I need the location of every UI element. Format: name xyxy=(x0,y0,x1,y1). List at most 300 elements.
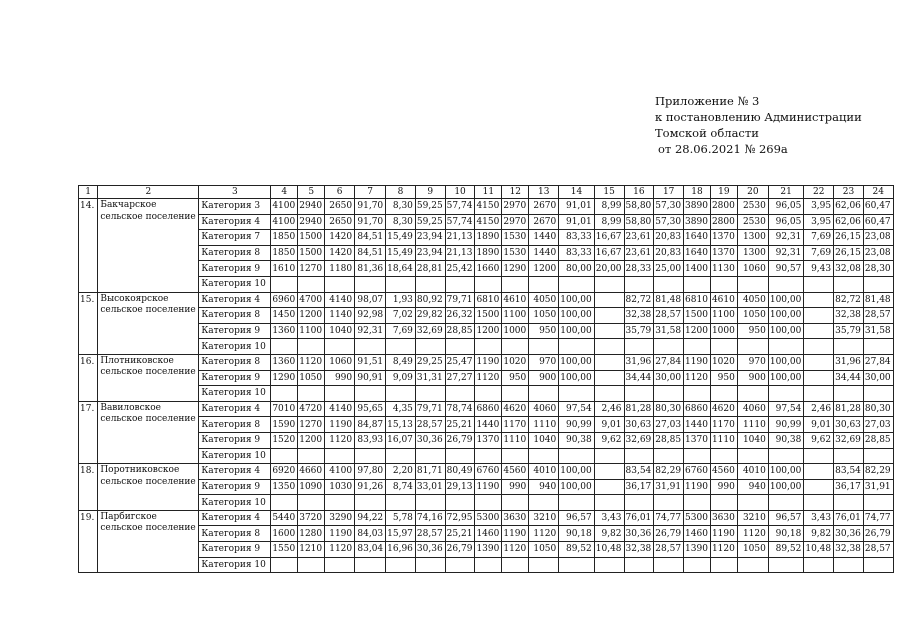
value-cell: 1120 xyxy=(529,526,559,542)
value-cell xyxy=(502,557,529,573)
settlement-number: 18. xyxy=(79,464,98,511)
value-cell xyxy=(624,448,654,464)
value-cell: 74,77 xyxy=(654,510,684,526)
value-cell: 31,96 xyxy=(624,354,654,370)
value-cell xyxy=(710,339,737,355)
value-cell: 100,00 xyxy=(559,479,595,495)
value-cell: 1120 xyxy=(684,370,711,386)
value-cell xyxy=(654,557,684,573)
value-cell: 84,51 xyxy=(355,230,386,246)
value-cell xyxy=(768,557,804,573)
value-cell xyxy=(502,495,529,511)
table-row xyxy=(79,292,894,308)
value-cell: 84,03 xyxy=(355,526,386,542)
value-cell xyxy=(737,495,768,511)
value-cell xyxy=(804,339,834,355)
value-cell: 4010 xyxy=(737,464,768,480)
value-cell: 1370 xyxy=(710,245,737,261)
value-cell: 80,92 xyxy=(415,292,445,308)
settlement-number: 16. xyxy=(79,354,98,401)
column-number-cell: 13 xyxy=(529,186,559,199)
value-cell: 23,08 xyxy=(863,230,893,246)
value-cell xyxy=(502,448,529,464)
value-cell: 1110 xyxy=(737,417,768,433)
value-cell: 80,30 xyxy=(863,401,893,417)
value-cell xyxy=(325,495,355,511)
value-cell: 32,38 xyxy=(834,308,864,324)
value-cell: 90,18 xyxy=(559,526,595,542)
value-cell: 90,57 xyxy=(768,261,804,277)
appendix-title: Приложение № 3 xyxy=(655,94,760,108)
table-row xyxy=(79,308,894,324)
value-cell: 950 xyxy=(710,370,737,386)
value-cell: 60,47 xyxy=(863,214,893,230)
value-cell xyxy=(834,448,864,464)
value-cell xyxy=(355,276,386,292)
value-cell: 32,69 xyxy=(834,432,864,448)
value-cell xyxy=(415,495,445,511)
value-cell: 58,80 xyxy=(624,199,654,215)
table-row xyxy=(79,230,894,246)
value-cell: 1170 xyxy=(502,417,529,433)
value-cell: 30,36 xyxy=(624,526,654,542)
value-cell: 30,36 xyxy=(415,432,445,448)
settlement-number: 15. xyxy=(79,292,98,354)
value-cell: 1420 xyxy=(325,245,355,261)
value-cell xyxy=(271,386,298,402)
settlement-number: 17. xyxy=(79,401,98,463)
column-number-cell: 21 xyxy=(768,186,804,199)
value-cell: 2670 xyxy=(529,199,559,215)
value-cell: 2800 xyxy=(710,199,737,215)
value-cell: 1090 xyxy=(298,479,325,495)
value-cell: 16,67 xyxy=(594,230,624,246)
value-cell xyxy=(684,448,711,464)
value-cell xyxy=(804,495,834,511)
value-cell: 1660 xyxy=(475,261,502,277)
value-cell: 21,13 xyxy=(445,230,475,246)
value-cell: 1500 xyxy=(298,245,325,261)
value-cell xyxy=(298,557,325,573)
value-cell: 1460 xyxy=(475,526,502,542)
value-cell xyxy=(559,276,595,292)
data-table xyxy=(78,185,894,573)
value-cell: 4100 xyxy=(271,214,298,230)
value-cell: 25,42 xyxy=(445,261,475,277)
value-cell: 31,58 xyxy=(863,323,893,339)
value-cell: 1100 xyxy=(710,308,737,324)
value-cell: 25,00 xyxy=(654,261,684,277)
value-cell xyxy=(355,386,386,402)
value-cell: 32,69 xyxy=(624,432,654,448)
value-cell: 1190 xyxy=(710,526,737,542)
value-cell: 1300 xyxy=(737,245,768,261)
value-cell: 100,00 xyxy=(768,370,804,386)
value-cell: 96,05 xyxy=(768,214,804,230)
value-cell: 100,00 xyxy=(768,323,804,339)
value-cell xyxy=(710,495,737,511)
value-cell: 28,85 xyxy=(445,323,475,339)
value-cell: 26,15 xyxy=(834,245,864,261)
value-cell xyxy=(863,557,893,573)
value-cell: 100,00 xyxy=(559,308,595,324)
value-cell xyxy=(804,557,834,573)
value-cell: 15,97 xyxy=(386,526,416,542)
value-cell xyxy=(594,370,624,386)
value-cell: 62,06 xyxy=(834,199,864,215)
value-cell xyxy=(624,339,654,355)
value-cell: 1040 xyxy=(529,432,559,448)
value-cell: 2530 xyxy=(737,199,768,215)
value-cell: 4010 xyxy=(529,464,559,480)
value-cell: 1360 xyxy=(271,354,298,370)
value-cell: 90,38 xyxy=(559,432,595,448)
value-cell xyxy=(804,386,834,402)
value-cell: 1170 xyxy=(710,417,737,433)
value-cell: 83,54 xyxy=(834,464,864,480)
value-cell: 34,44 xyxy=(834,370,864,386)
category-cell: Категория 9 xyxy=(199,542,271,558)
value-cell xyxy=(834,557,864,573)
value-cell: 4140 xyxy=(325,401,355,417)
value-cell xyxy=(624,386,654,402)
value-cell: 1100 xyxy=(298,323,325,339)
value-cell: 4050 xyxy=(529,292,559,308)
value-cell: 1020 xyxy=(502,354,529,370)
value-cell: 81,48 xyxy=(654,292,684,308)
value-cell xyxy=(834,495,864,511)
value-cell: 1130 xyxy=(710,261,737,277)
category-cell: Категория 10 xyxy=(199,557,271,573)
table-row xyxy=(79,199,894,215)
value-cell: 100,00 xyxy=(768,464,804,480)
value-cell: 2,46 xyxy=(804,401,834,417)
value-cell: 28,81 xyxy=(415,261,445,277)
value-cell: 6760 xyxy=(475,464,502,480)
value-cell xyxy=(654,276,684,292)
value-cell: 20,00 xyxy=(594,261,624,277)
category-cell: Категория 7 xyxy=(199,230,271,246)
value-cell: 80,30 xyxy=(654,401,684,417)
value-cell: 9,62 xyxy=(804,432,834,448)
value-cell: 15,13 xyxy=(386,417,416,433)
value-cell xyxy=(768,276,804,292)
category-cell: Категория 4 xyxy=(199,464,271,480)
value-cell: 1440 xyxy=(684,417,711,433)
value-cell: 91,70 xyxy=(355,199,386,215)
value-cell: 8,99 xyxy=(594,199,624,215)
category-cell: Категория 8 xyxy=(199,526,271,542)
value-cell: 25,47 xyxy=(445,354,475,370)
value-cell: 4620 xyxy=(710,401,737,417)
table-row xyxy=(79,276,894,292)
value-cell: 28,57 xyxy=(654,542,684,558)
value-cell xyxy=(768,448,804,464)
value-cell: 1890 xyxy=(475,245,502,261)
value-cell: 1190 xyxy=(325,417,355,433)
value-cell xyxy=(355,448,386,464)
value-cell: 2940 xyxy=(298,199,325,215)
value-cell xyxy=(594,479,624,495)
value-cell: 81,28 xyxy=(834,401,864,417)
document-header xyxy=(655,93,862,157)
value-cell: 58,80 xyxy=(624,214,654,230)
column-number-cell: 7 xyxy=(355,186,386,199)
value-cell: 950 xyxy=(502,370,529,386)
value-cell: 1000 xyxy=(502,323,529,339)
value-cell xyxy=(863,276,893,292)
value-cell xyxy=(737,339,768,355)
value-cell: 1120 xyxy=(325,432,355,448)
column-number-cell: 23 xyxy=(834,186,864,199)
value-cell xyxy=(475,448,502,464)
value-cell: 940 xyxy=(737,479,768,495)
value-cell: 92,31 xyxy=(768,245,804,261)
value-cell: 1190 xyxy=(475,479,502,495)
value-cell: 83,33 xyxy=(559,245,595,261)
value-cell: 1190 xyxy=(325,526,355,542)
value-cell: 990 xyxy=(502,479,529,495)
resolution-date: от 28.06.2021 № 269а xyxy=(658,142,788,156)
value-cell: 2,20 xyxy=(386,464,416,480)
column-number-cell: 1 xyxy=(79,186,98,199)
value-cell: 30,63 xyxy=(624,417,654,433)
value-cell: 1200 xyxy=(684,323,711,339)
value-cell: 1590 xyxy=(271,417,298,433)
value-cell: 1370 xyxy=(475,432,502,448)
category-cell: Категория 8 xyxy=(199,308,271,324)
value-cell: 1110 xyxy=(529,417,559,433)
value-cell: 1400 xyxy=(684,261,711,277)
value-cell: 940 xyxy=(529,479,559,495)
value-cell xyxy=(298,386,325,402)
table-row xyxy=(79,432,894,448)
value-cell xyxy=(594,292,624,308)
value-cell xyxy=(737,557,768,573)
table-row xyxy=(79,354,894,370)
value-cell: 7010 xyxy=(271,401,298,417)
value-cell: 21,13 xyxy=(445,245,475,261)
value-cell: 1120 xyxy=(502,542,529,558)
value-cell: 33,01 xyxy=(415,479,445,495)
value-cell: 3890 xyxy=(684,214,711,230)
column-number-cell: 3 xyxy=(199,186,271,199)
value-cell: 2970 xyxy=(502,199,529,215)
value-cell: 1890 xyxy=(475,230,502,246)
value-cell: 80,00 xyxy=(559,261,595,277)
value-cell: 9,01 xyxy=(804,417,834,433)
settlement-number: 19. xyxy=(79,510,98,572)
value-cell xyxy=(529,448,559,464)
value-cell: 4150 xyxy=(475,214,502,230)
value-cell: 78,74 xyxy=(445,401,475,417)
value-cell: 2670 xyxy=(529,214,559,230)
value-cell: 80,49 xyxy=(445,464,475,480)
value-cell: 96,57 xyxy=(768,510,804,526)
value-cell: 6920 xyxy=(271,464,298,480)
value-cell: 4100 xyxy=(271,199,298,215)
value-cell: 28,57 xyxy=(654,308,684,324)
value-cell: 57,74 xyxy=(445,199,475,215)
table-row xyxy=(79,479,894,495)
column-number-cell: 8 xyxy=(386,186,416,199)
value-cell: 27,03 xyxy=(654,417,684,433)
value-cell: 1500 xyxy=(684,308,711,324)
value-cell xyxy=(654,386,684,402)
value-cell xyxy=(684,557,711,573)
value-cell: 29,82 xyxy=(415,308,445,324)
value-cell: 1200 xyxy=(529,261,559,277)
value-cell: 31,91 xyxy=(654,479,684,495)
value-cell: 5,78 xyxy=(386,510,416,526)
value-cell xyxy=(834,386,864,402)
value-cell xyxy=(768,495,804,511)
value-cell: 23,61 xyxy=(624,245,654,261)
category-cell: Категория 10 xyxy=(199,495,271,511)
value-cell xyxy=(768,339,804,355)
value-cell xyxy=(863,386,893,402)
value-cell: 1440 xyxy=(475,417,502,433)
value-cell: 8,30 xyxy=(386,214,416,230)
settlement-number: 14. xyxy=(79,199,98,293)
value-cell: 36,17 xyxy=(834,479,864,495)
value-cell: 97,54 xyxy=(768,401,804,417)
value-cell xyxy=(804,308,834,324)
value-cell: 1050 xyxy=(529,542,559,558)
value-cell: 3630 xyxy=(710,510,737,526)
value-cell: 1120 xyxy=(298,354,325,370)
value-cell: 82,29 xyxy=(654,464,684,480)
value-cell: 72,95 xyxy=(445,510,475,526)
value-cell: 92,98 xyxy=(355,308,386,324)
value-cell: 1290 xyxy=(502,261,529,277)
value-cell xyxy=(445,557,475,573)
value-cell: 3290 xyxy=(325,510,355,526)
value-cell: 98,07 xyxy=(355,292,386,308)
table-row xyxy=(79,339,894,355)
value-cell xyxy=(594,308,624,324)
value-cell: 6960 xyxy=(271,292,298,308)
value-cell: 8,99 xyxy=(594,214,624,230)
value-cell: 1370 xyxy=(684,432,711,448)
value-cell: 3,95 xyxy=(804,199,834,215)
value-cell: 82,72 xyxy=(624,292,654,308)
value-cell: 1200 xyxy=(475,323,502,339)
value-cell: 32,38 xyxy=(624,542,654,558)
column-number-cell: 2 xyxy=(98,186,199,199)
value-cell: 89,52 xyxy=(559,542,595,558)
value-cell: 1200 xyxy=(298,308,325,324)
value-cell: 4560 xyxy=(710,464,737,480)
value-cell: 1120 xyxy=(737,526,768,542)
region-name: Томской области xyxy=(655,126,759,140)
table-row xyxy=(79,261,894,277)
value-cell: 26,32 xyxy=(445,308,475,324)
value-cell xyxy=(804,354,834,370)
value-cell: 1110 xyxy=(502,432,529,448)
value-cell: 1,93 xyxy=(386,292,416,308)
value-cell: 4060 xyxy=(529,401,559,417)
value-cell: 62,06 xyxy=(834,214,864,230)
value-cell: 1200 xyxy=(298,432,325,448)
value-cell xyxy=(502,339,529,355)
value-cell: 95,65 xyxy=(355,401,386,417)
category-cell: Категория 10 xyxy=(199,276,271,292)
value-cell: 9,62 xyxy=(594,432,624,448)
value-cell xyxy=(298,448,325,464)
value-cell: 9,01 xyxy=(594,417,624,433)
value-cell: 97,54 xyxy=(559,401,595,417)
value-cell: 4100 xyxy=(325,464,355,480)
value-cell xyxy=(325,276,355,292)
value-cell: 1120 xyxy=(710,542,737,558)
value-cell: 1190 xyxy=(684,479,711,495)
value-cell: 1180 xyxy=(325,261,355,277)
value-cell: 28,30 xyxy=(863,261,893,277)
value-cell: 59,25 xyxy=(415,199,445,215)
value-cell xyxy=(386,557,416,573)
value-cell: 31,91 xyxy=(863,479,893,495)
value-cell: 1290 xyxy=(271,370,298,386)
value-cell: 3630 xyxy=(502,510,529,526)
column-number-cell: 16 xyxy=(624,186,654,199)
value-cell xyxy=(594,276,624,292)
value-cell: 2,46 xyxy=(594,401,624,417)
value-cell xyxy=(624,557,654,573)
value-cell: 97,80 xyxy=(355,464,386,480)
value-cell: 3,43 xyxy=(804,510,834,526)
value-cell: 20,83 xyxy=(654,230,684,246)
value-cell: 4150 xyxy=(475,199,502,215)
value-cell: 83,33 xyxy=(559,230,595,246)
category-cell: Категория 9 xyxy=(199,370,271,386)
value-cell xyxy=(804,448,834,464)
settlement-name: Поротниковское сельское поселение xyxy=(98,464,199,511)
category-cell: Категория 8 xyxy=(199,354,271,370)
value-cell xyxy=(529,339,559,355)
value-cell xyxy=(475,386,502,402)
value-cell: 79,71 xyxy=(415,401,445,417)
value-cell xyxy=(271,339,298,355)
table-row xyxy=(79,464,894,480)
value-cell xyxy=(559,386,595,402)
value-cell xyxy=(559,495,595,511)
value-cell: 1050 xyxy=(737,542,768,558)
value-cell: 35,79 xyxy=(624,323,654,339)
value-cell: 100,00 xyxy=(559,323,595,339)
value-cell xyxy=(654,339,684,355)
value-cell: 1210 xyxy=(298,542,325,558)
value-cell: 74,16 xyxy=(415,510,445,526)
value-cell: 74,77 xyxy=(863,510,893,526)
value-cell xyxy=(737,448,768,464)
value-cell: 5440 xyxy=(271,510,298,526)
value-cell xyxy=(768,386,804,402)
value-cell xyxy=(271,276,298,292)
value-cell: 92,31 xyxy=(355,323,386,339)
value-cell: 60,47 xyxy=(863,199,893,215)
value-cell: 8,30 xyxy=(386,199,416,215)
value-cell: 23,94 xyxy=(415,245,445,261)
value-cell xyxy=(475,495,502,511)
settlement-name: Плотниковское сельское поселение xyxy=(98,354,199,401)
value-cell xyxy=(502,386,529,402)
value-cell: 100,00 xyxy=(768,292,804,308)
value-cell: 4140 xyxy=(325,292,355,308)
value-cell xyxy=(559,339,595,355)
column-number-cell: 11 xyxy=(475,186,502,199)
value-cell xyxy=(594,495,624,511)
